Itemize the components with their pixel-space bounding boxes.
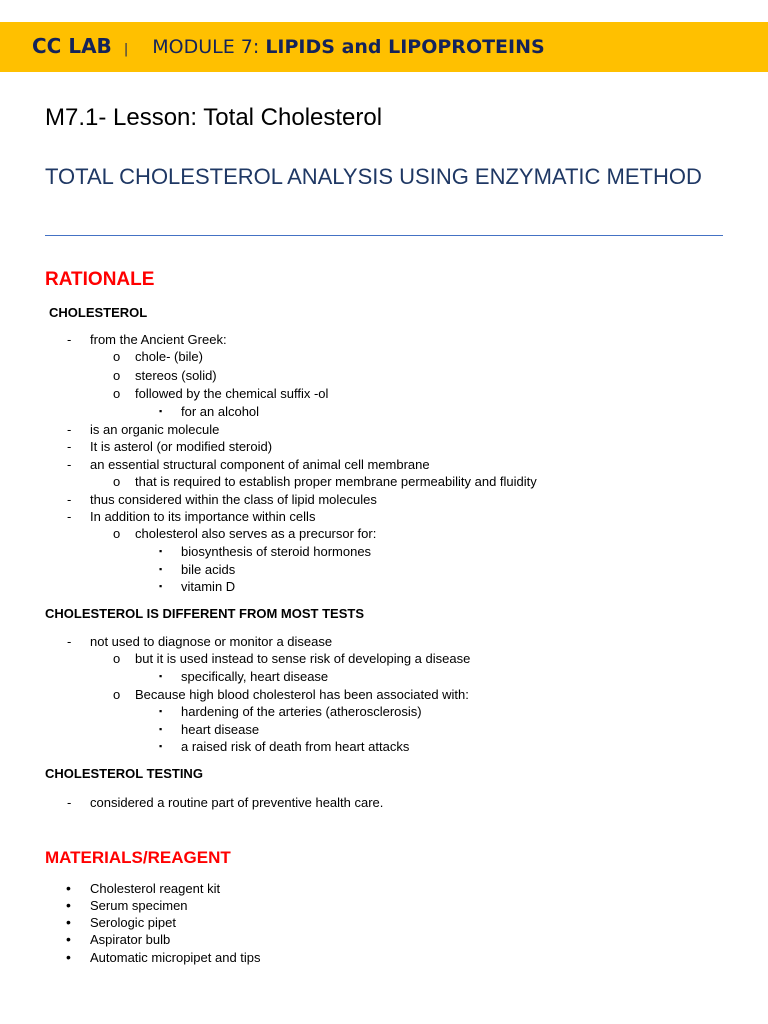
list-item: In addition to its importance within cells [90, 509, 316, 524]
circle-marker: o [113, 386, 121, 401]
lesson-title: M7.1- Lesson: Total Cholesterol [45, 104, 383, 131]
banner-separator: | [123, 42, 129, 57]
square-marker: ▪ [159, 564, 163, 574]
dash-marker: - [67, 634, 72, 649]
circle-marker: o [113, 526, 121, 541]
list-item: followed by the chemical suffix -ol [135, 386, 329, 401]
dash-marker: - [67, 492, 72, 507]
list-item: Aspirator bulb [90, 932, 171, 947]
square-marker: ▪ [159, 706, 163, 716]
dash-marker: - [67, 422, 72, 437]
circle-marker: o [113, 474, 121, 489]
list-item: vitamin D [181, 579, 236, 594]
banner-topic-label: LIPIDS and LIPOPROTEINS [265, 36, 545, 58]
dash-marker: - [67, 795, 72, 810]
dash-marker: - [67, 439, 72, 454]
heading-divider [45, 235, 723, 236]
list-item: It is asterol (or modified steroid) [90, 439, 273, 454]
list-item: biosynthesis of steroid hormones [181, 544, 372, 559]
dash-marker: - [67, 509, 72, 524]
banner-lab-label: CC LAB [32, 34, 112, 58]
section-heading-rationale: RATIONALE [45, 269, 155, 290]
circle-marker: o [113, 368, 121, 383]
list-item: hardening of the arteries (atherosclerosis) [181, 704, 422, 719]
list-item: stereos (solid) [135, 368, 217, 383]
list-item: for an alcohol [181, 404, 260, 419]
list-item: not used to diagnose or monitor a disease [90, 634, 333, 649]
list-item: Because high blood cholesterol has been associated with: [135, 687, 469, 702]
bullet-marker: • [66, 949, 71, 965]
square-marker: ▪ [159, 581, 163, 591]
list-item: Cholesterol reagent kit [90, 881, 221, 896]
bullet-marker: • [66, 914, 71, 930]
square-marker: ▪ [159, 724, 163, 734]
list-item: Serologic pipet [90, 915, 176, 930]
section-heading-materials: MATERIALS/REAGENT [45, 848, 231, 867]
list-item: specifically, heart disease [181, 669, 329, 684]
list-item: from the Ancient Greek: [90, 332, 227, 347]
dash-marker: - [67, 457, 72, 472]
square-marker: ▪ [159, 546, 163, 556]
bullet-marker: • [66, 897, 71, 913]
list-item: that is required to establish proper membrane permeability and fluidity [135, 474, 537, 489]
list-item: but it is used instead to sense risk of developing a disease [135, 651, 471, 666]
sub-heading-different-from-most-tests: CHOLESTEROL IS DIFFERENT FROM MOST TESTS [45, 606, 364, 621]
bullet-marker: • [66, 931, 71, 947]
banner-title [32, 34, 545, 58]
list-item: thus considered within the class of lipid molecules [90, 492, 377, 507]
circle-marker: o [113, 349, 121, 364]
list-item: cholesterol also serves as a precursor for: [135, 526, 377, 541]
list-item: Serum specimen [90, 898, 188, 913]
square-marker: ▪ [159, 406, 163, 416]
list-item: considered a routine part of preventive health care. [90, 795, 384, 810]
circle-marker: o [113, 687, 121, 702]
list-item: is an organic molecule [90, 422, 220, 437]
list-item: chole- (bile) [135, 349, 203, 364]
list-item: Automatic micropipet and tips [90, 950, 261, 965]
sub-heading-cholesterol: CHOLESTEROL [49, 305, 148, 320]
dash-marker: - [67, 332, 72, 347]
main-heading: TOTAL CHOLESTEROL ANALYSIS USING ENZYMATIC METHOD [45, 164, 702, 189]
list-item: a raised risk of death from heart attacks [181, 739, 410, 754]
bullet-marker: • [66, 880, 71, 896]
square-marker: ▪ [159, 741, 163, 751]
circle-marker: o [113, 651, 121, 666]
sub-heading-cholesterol-testing: CHOLESTEROL TESTING [45, 766, 203, 781]
list-item: an essential structural component of animal cell membrane [90, 457, 430, 472]
banner-module-label: MODULE 7: [152, 36, 266, 58]
list-item: bile acids [181, 562, 236, 577]
square-marker: ▪ [159, 671, 163, 681]
list-item: heart disease [181, 722, 260, 737]
